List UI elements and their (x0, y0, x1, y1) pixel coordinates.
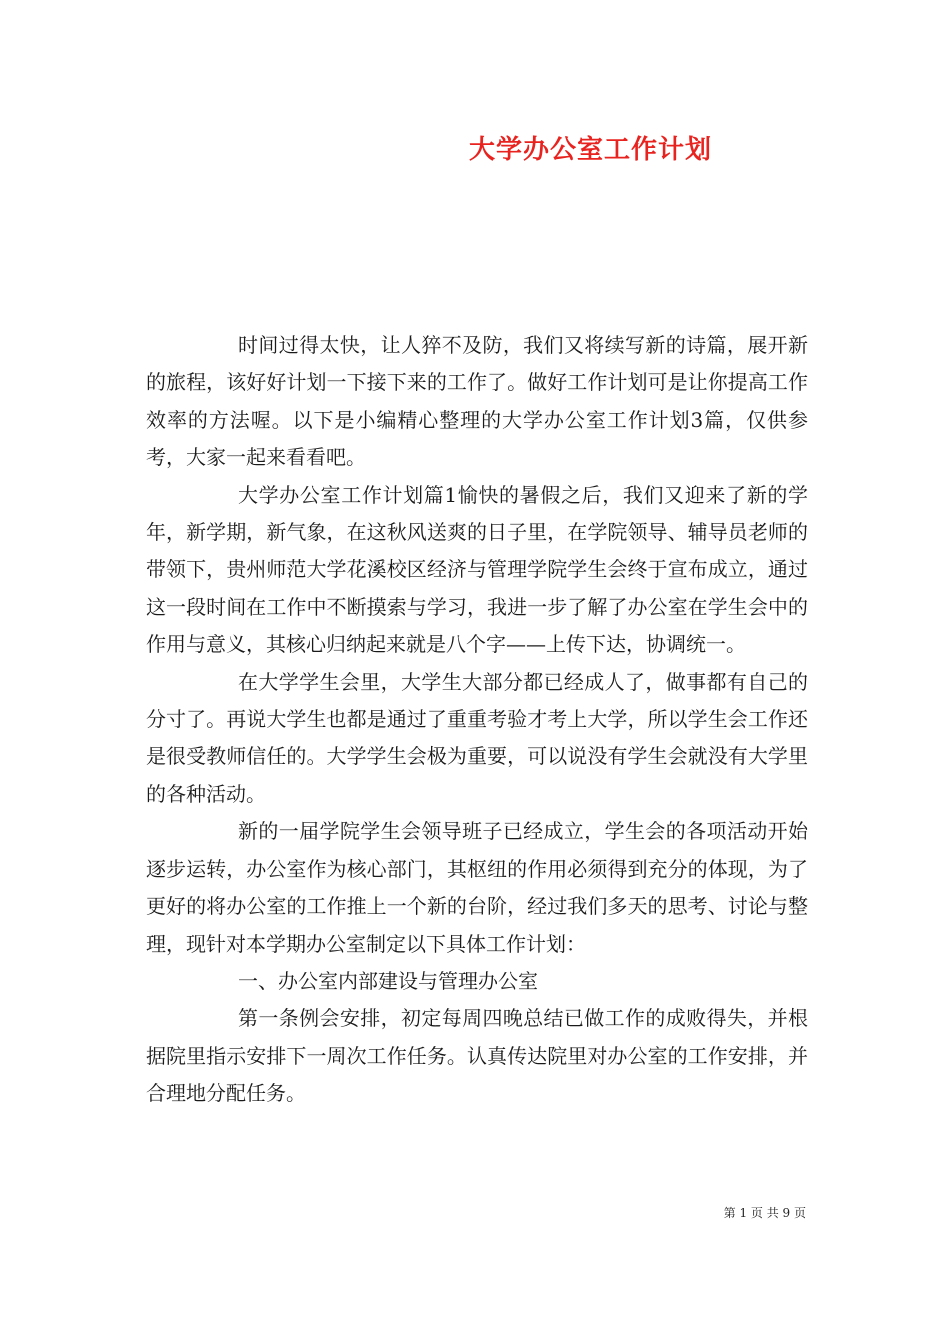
paragraph-new-leadership: 新的一届学院学生会领导班子已经成立，学生会的各项活动开始逐步运转，办公室作为核心部门，其枢纽的作用必须得到充分的体现，为了更好的将办公室的工作推上一个新的台阶，经过我们多天的思考、讨论与整理，现针对本学期办公室制定以下具体工作计划： (146, 819, 808, 956)
document-title: 大学办公室工作计划 (469, 135, 713, 165)
paragraph-article-1: 第一条例会安排，初定每周四晚总结已做工作的成败得失，并根据院里指示安排下一周次工作任务。认真传达院里对办公室的工作安排，并合理地分配任务。 (146, 1006, 808, 1106)
paragraph-student-union: 在大学学生会里，大学生大部分都已经成人了，做事都有自己的分寸了。再说大学生也都是通过了重重考验才考上大学，所以学生会工作还是很受教师信任的。大学学生会极为重要，可以说没有学生会就没有大学里的各种活动。 (146, 669, 808, 806)
paragraph-plan-1: 大学办公室工作计划篇1愉快的暑假之后，我们又迎来了新的学年，新学期，新气象，在这秋风送爽的日子里，在学院领导、辅导员老师的带领下，贵州师范大学花溪校区经济与管理学院学生会终于宣布成立，通过这一段时间在工作中不断摸索与学习，我进一步了解了办公室在学生会中的作用与意义，其核心归纳起来就是八个字——上传下达，协调统一。 (146, 482, 808, 657)
section-heading-office-management: 一、办公室内部建设与管理办公室 (238, 968, 538, 993)
paragraph-intro: 时间过得太快，让人猝不及防，我们又将续写新的诗篇，展开新的旅程，该好好计划一下接下来的工作了。做好工作计划可是让你提高工作效率的方法喔。以下是小编精心整理的大学办公室工作计划3篇，仅供参考，大家一起来看看吧。 (146, 333, 808, 470)
page-number-footer: 第 1 页 共 9 页 (723, 1206, 806, 1220)
document-body (146, 327, 808, 1113)
